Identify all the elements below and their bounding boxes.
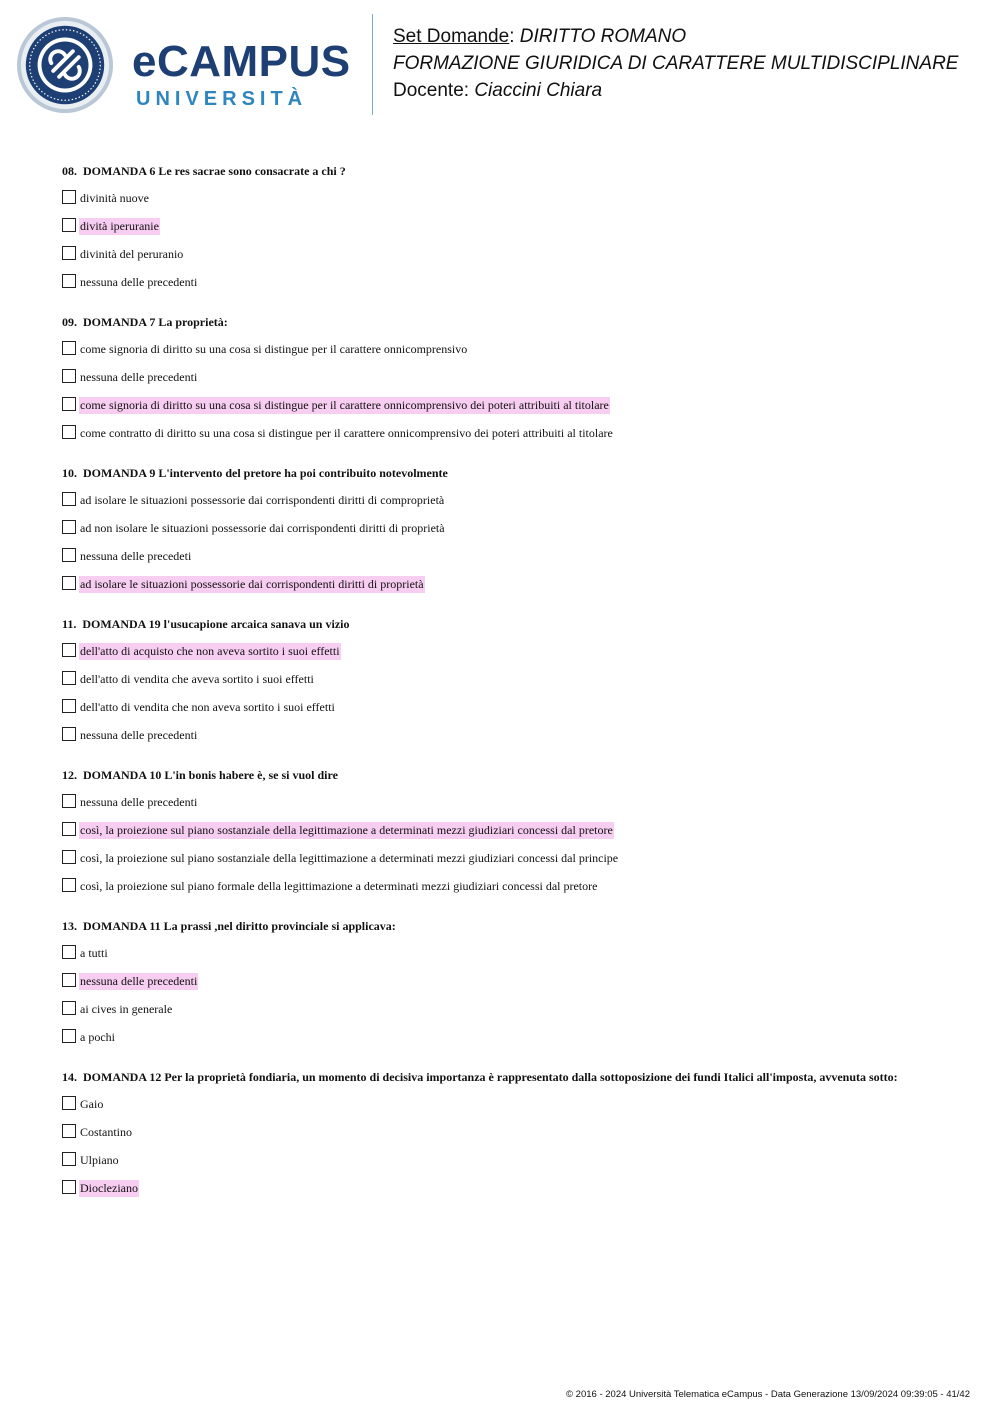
answer-checkbox[interactable] <box>62 274 76 288</box>
question-number: 09. <box>62 315 77 329</box>
question-title <box>62 617 942 631</box>
answer-text: nessuna delle precedenti <box>80 370 198 384</box>
answer-text-highlighted: come signoria di diritto su una cosa si distingue per il carattere onnicomprensivo dei poteri attribuiti al titolare <box>80 398 609 412</box>
answer-text: come signoria di diritto su una cosa si distingue per il carattere onnicomprensivo <box>80 342 468 356</box>
answer-checkbox[interactable] <box>62 1124 76 1138</box>
set-value: DIRITTO ROMANO <box>519 26 687 47</box>
answer-option[interactable] <box>62 274 942 302</box>
question-text: DOMANDA 9 L'intervento del pretore ha poi contribuito notevolmente <box>83 466 448 480</box>
answer-option[interactable] <box>62 794 942 822</box>
answer-option[interactable] <box>62 576 942 604</box>
answer-option[interactable] <box>62 699 942 727</box>
answer-text: così, la proiezione sul piano sostanziale della legittimazione a determinati mezzi giudiziari concessi dal principe <box>80 851 619 865</box>
answer-option[interactable] <box>62 822 942 850</box>
answer-text: nessuna delle precedenti <box>80 728 198 742</box>
answer-checkbox[interactable] <box>62 218 76 232</box>
answer-checkbox[interactable] <box>62 699 76 713</box>
answer-checkbox[interactable] <box>62 341 76 355</box>
answer-text-highlighted: nessuna delle precedenti <box>80 974 198 988</box>
answer-text-highlighted: ad isolare le situazioni possessorie dai corrispondenti diritti di proprietà <box>80 577 424 591</box>
question-text: DOMANDA 7 La proprietà: <box>83 315 228 329</box>
answer-checkbox[interactable] <box>62 246 76 260</box>
answer-checkbox[interactable] <box>62 425 76 439</box>
answer-option[interactable] <box>62 218 942 246</box>
question-block <box>62 1070 942 1208</box>
question-number: 12. <box>62 768 77 782</box>
answer-checkbox[interactable] <box>62 945 76 959</box>
question-block <box>62 617 942 755</box>
answer-text: ad isolare le situazioni possessorie dai corrispondenti diritti di comproprietà <box>80 493 445 507</box>
answer-text: divinità nuove <box>80 191 149 205</box>
answer-text: ai cives in generale <box>80 1002 173 1016</box>
answer-text: divinità del peruranio <box>80 247 184 261</box>
answer-text-highlighted: così, la proiezione sul piano sostanziale della legittimazione a determinati mezzi giudiziari concessi dal pretore <box>80 823 613 837</box>
answer-checkbox[interactable] <box>62 1180 76 1194</box>
question-title <box>62 919 942 933</box>
question-number: 08. <box>62 164 77 178</box>
question-title <box>62 1070 942 1084</box>
answer-text: nessuna delle precedenti <box>80 795 198 809</box>
answer-option[interactable] <box>62 246 942 274</box>
answer-text: Costantino <box>80 1125 133 1139</box>
answer-option[interactable] <box>62 520 942 548</box>
answer-option[interactable] <box>62 1180 942 1208</box>
answer-checkbox[interactable] <box>62 822 76 836</box>
answer-text: a tutti <box>80 946 108 960</box>
answer-option[interactable] <box>62 1124 942 1152</box>
answer-checkbox[interactable] <box>62 671 76 685</box>
answer-option[interactable] <box>62 397 942 425</box>
answer-option[interactable] <box>62 492 942 520</box>
answer-option[interactable] <box>62 878 942 906</box>
answer-text: come contratto di diritto su una cosa si distingue per il carattere onnicomprensivo dei poteri attribuiti al titolare <box>80 426 613 440</box>
page-footer: © 2016 - 2024 Università Telematica eCampus - Data Generazione 13/09/2024 09:39:05 - 41/42 <box>566 1389 970 1400</box>
answer-option[interactable] <box>62 341 942 369</box>
answer-option[interactable] <box>62 369 942 397</box>
teacher-name: Ciaccini Chiara <box>474 80 603 101</box>
answer-checkbox[interactable] <box>62 576 76 590</box>
question-title <box>62 466 942 480</box>
answer-text-highlighted: dell'atto di acquisto che non aveva sortito i suoi effetti <box>80 644 340 658</box>
answer-checkbox[interactable] <box>62 548 76 562</box>
question-title <box>62 164 942 178</box>
answer-checkbox[interactable] <box>62 369 76 383</box>
answer-checkbox[interactable] <box>62 850 76 864</box>
answer-option[interactable] <box>62 1001 942 1029</box>
answer-text: così, la proiezione sul piano formale della legittimazione a determinati mezzi giudiziari concessi dal pretore <box>80 879 598 893</box>
answer-option[interactable] <box>62 1152 942 1180</box>
set-label: Set Domande <box>393 26 510 47</box>
answer-text: a pochi <box>80 1030 115 1044</box>
brand-wordmark <box>132 37 351 111</box>
question-text: DOMANDA 19 l'usucapione arcaica sanava un vizio <box>82 617 350 631</box>
answer-option[interactable] <box>62 190 942 218</box>
answer-option[interactable] <box>62 1096 942 1124</box>
question-title <box>62 315 942 329</box>
answer-checkbox[interactable] <box>62 1001 76 1015</box>
answer-text: Gaio <box>80 1097 104 1111</box>
answer-checkbox[interactable] <box>62 727 76 741</box>
answer-checkbox[interactable] <box>62 643 76 657</box>
answer-checkbox[interactable] <box>62 1152 76 1166</box>
teacher-label: Docente: <box>393 80 470 101</box>
answer-text-highlighted: dività iperuranie <box>80 219 159 233</box>
question-number: 11. <box>62 617 77 631</box>
answer-option[interactable] <box>62 671 942 699</box>
answer-option[interactable] <box>62 850 942 878</box>
answer-checkbox[interactable] <box>62 878 76 892</box>
answer-text: dell'atto di vendita che aveva sortito i suoi effetti <box>80 672 314 686</box>
answer-checkbox[interactable] <box>62 397 76 411</box>
question-text: DOMANDA 11 La prassi ,nel diritto provinciale si applicava: <box>83 919 396 933</box>
question-block <box>62 466 942 604</box>
answer-text: nessuna delle precedeti <box>80 549 192 563</box>
answer-option[interactable] <box>62 548 942 576</box>
question-block <box>62 164 942 302</box>
answer-checkbox[interactable] <box>62 794 76 808</box>
answer-text: ad non isolare le situazioni possessorie dai corrispondenti diritti di proprietà <box>80 521 445 535</box>
answer-option[interactable] <box>62 945 942 973</box>
page-header <box>0 0 1000 125</box>
university-seal-logo <box>16 16 114 114</box>
header-info <box>393 23 958 104</box>
question-title <box>62 768 942 782</box>
answer-text: nessuna delle precedenti <box>80 275 198 289</box>
answer-option[interactable] <box>62 1029 942 1057</box>
answer-text-highlighted: Diocleziano <box>80 1181 138 1195</box>
answer-checkbox[interactable] <box>62 973 76 987</box>
question-text: DOMANDA 10 L'in bonis habere è, se si vuol dire <box>83 768 338 782</box>
answer-option[interactable] <box>62 643 942 671</box>
brand-name: eCAMPUS <box>132 37 351 86</box>
question-number: 14. <box>62 1070 77 1084</box>
question-block <box>62 919 942 1057</box>
question-text: DOMANDA 12 Per la proprietà fondiaria, un momento di decisiva importanza è rappresentato dalla sottoposizione dei fundi Italici all'imposta, avvenuta sotto: <box>83 1070 898 1084</box>
answer-option[interactable] <box>62 973 942 1001</box>
question-number: 13. <box>62 919 77 933</box>
set-line: Set Domande: DIRITTO ROMANO <box>393 26 687 47</box>
answer-checkbox[interactable] <box>62 492 76 506</box>
course-title: FORMAZIONE GIURIDICA DI CARATTERE MULTIDISCIPLINARE <box>393 53 959 74</box>
brand-subtitle: UNIVERSITÀ <box>136 88 308 110</box>
answer-text: Ulpiano <box>80 1153 119 1167</box>
answer-checkbox[interactable] <box>62 1029 76 1043</box>
header-divider <box>372 14 373 115</box>
question-block <box>62 315 942 453</box>
answer-text: dell'atto di vendita che non aveva sortito i suoi effetti <box>80 700 335 714</box>
answer-checkbox[interactable] <box>62 520 76 534</box>
answer-checkbox[interactable] <box>62 1096 76 1110</box>
answer-option[interactable] <box>62 727 942 755</box>
answer-checkbox[interactable] <box>62 190 76 204</box>
teacher-line <box>393 77 958 104</box>
question-block <box>62 768 942 906</box>
answer-option[interactable] <box>62 425 942 453</box>
question-number: 10. <box>62 466 77 480</box>
question-text: DOMANDA 6 Le res sacrae sono consacrate a chi ? <box>83 164 346 178</box>
